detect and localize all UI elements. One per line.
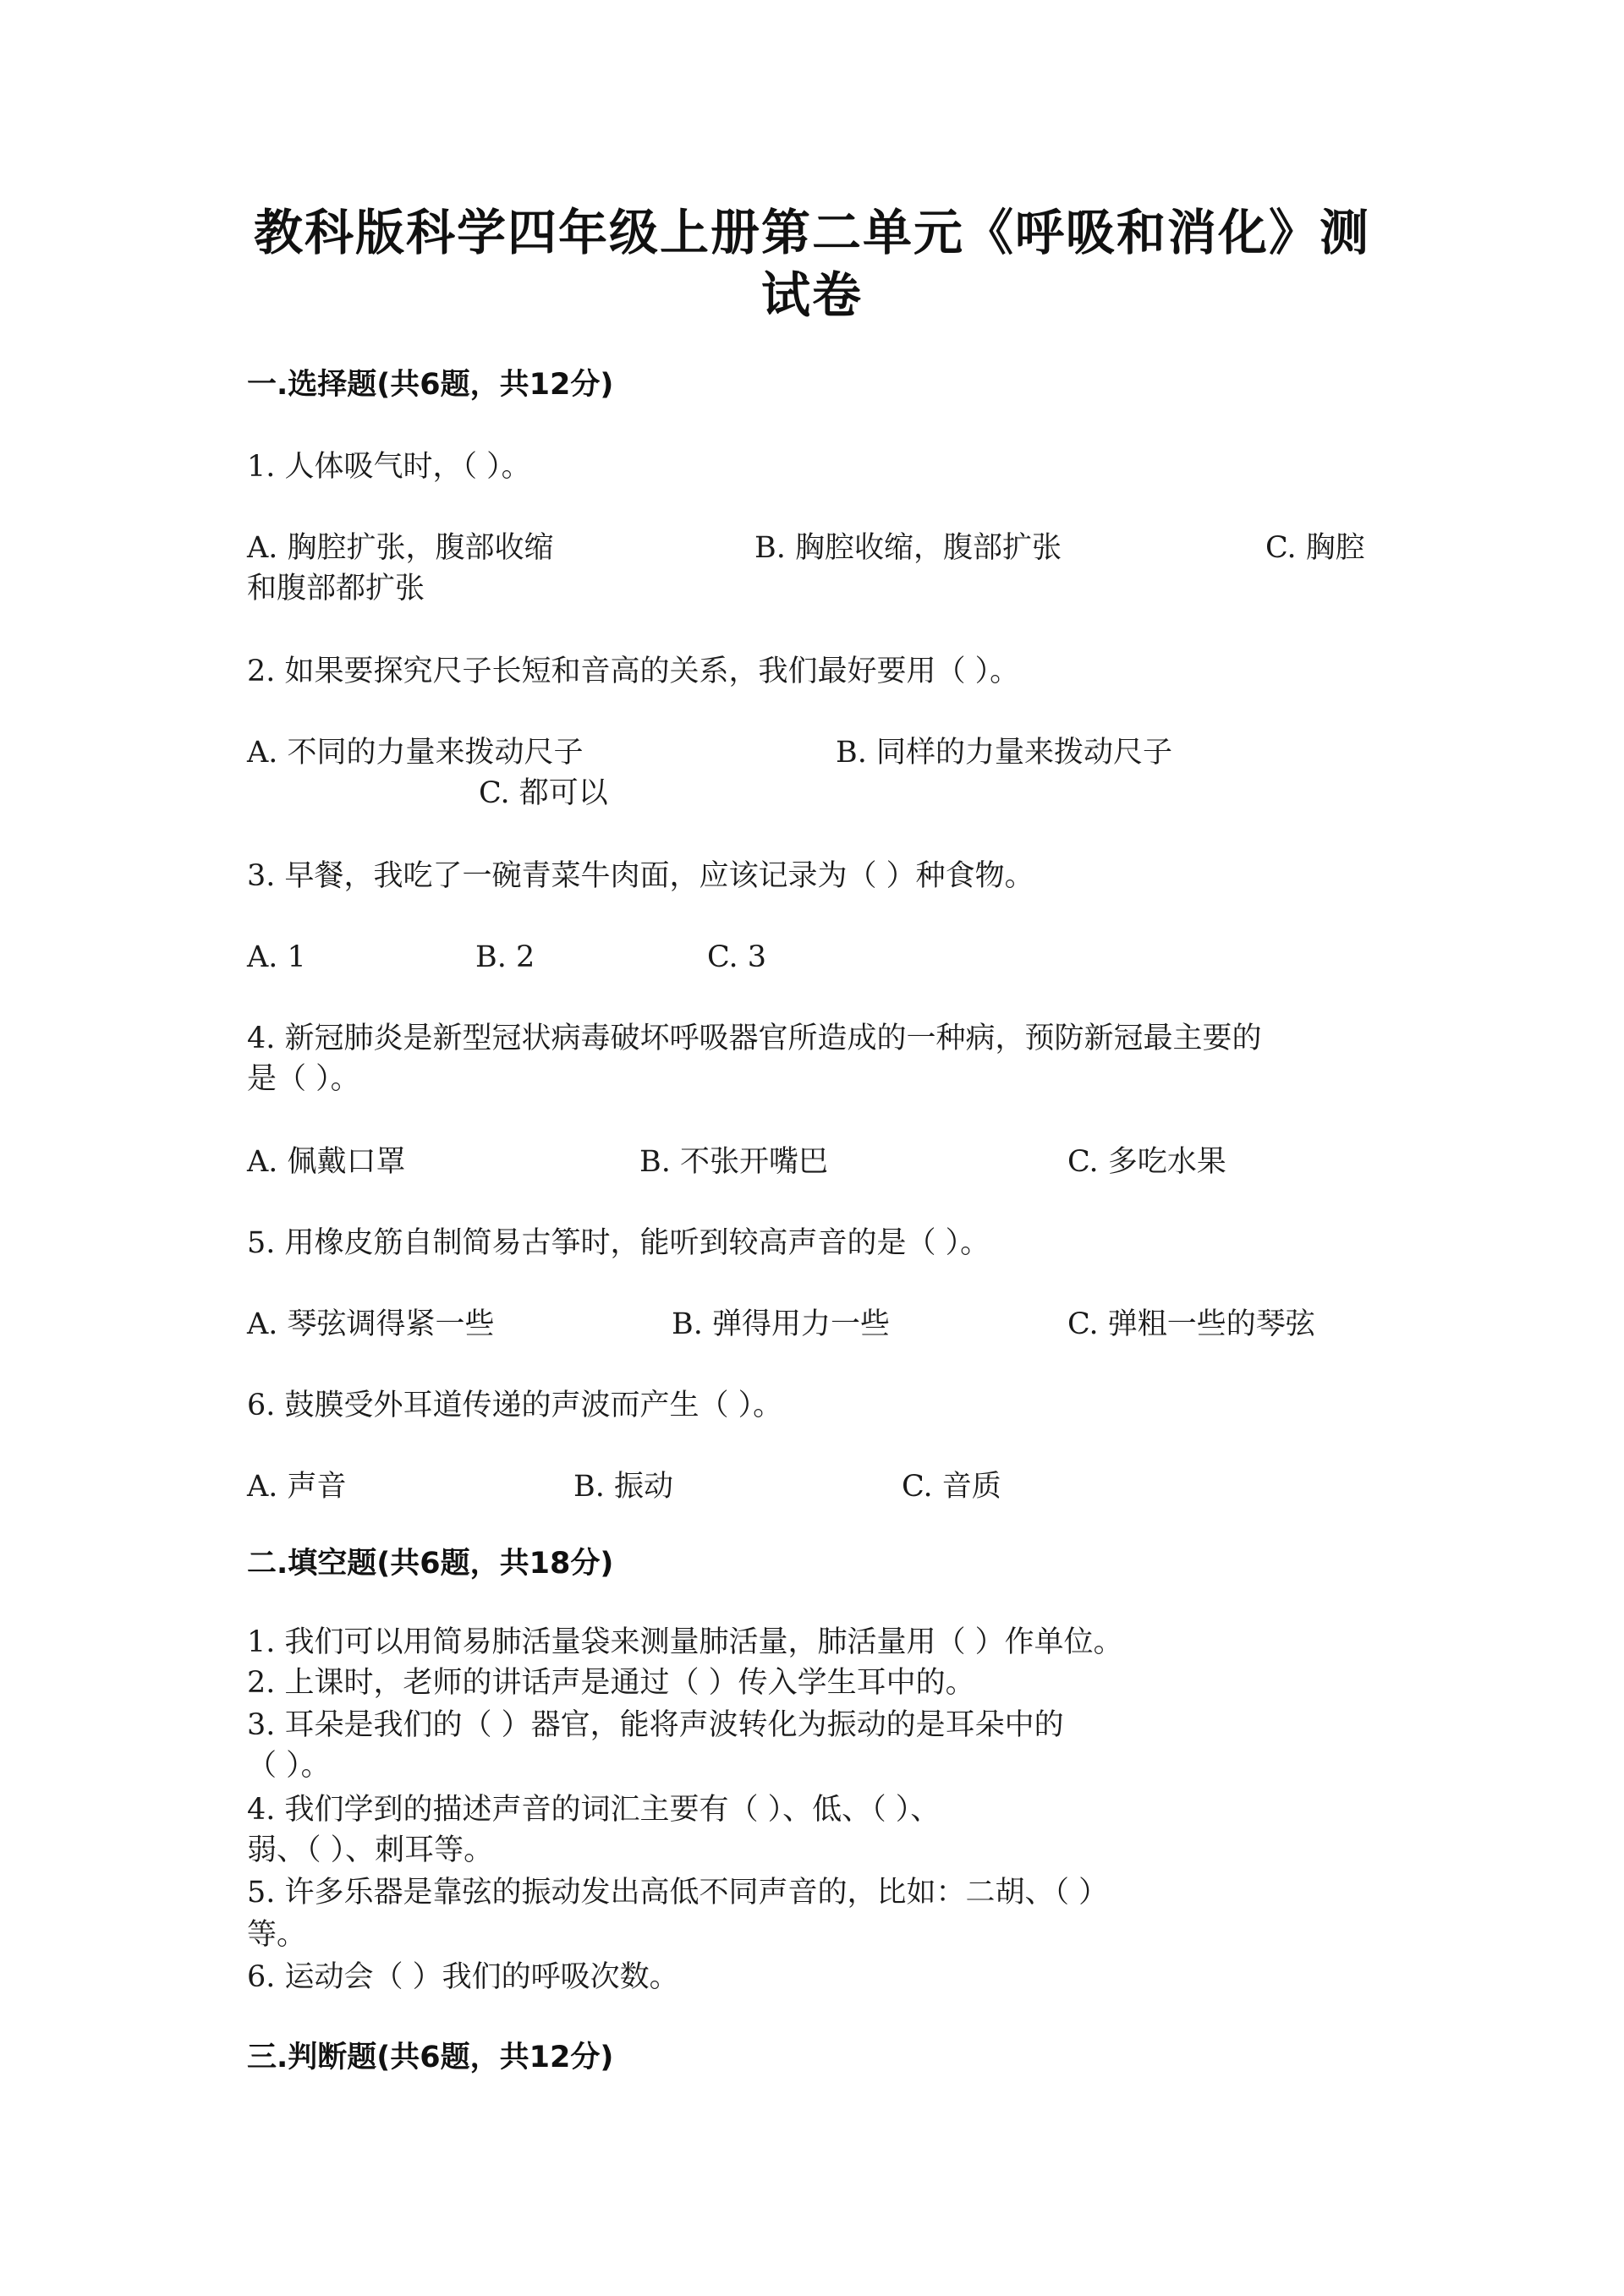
fill-line-5-cont: 等。 [247,1918,307,1952]
question-1-option-b: B. 胸腔收缩，腹部扩张 [754,531,1062,565]
question-4-stem-line-1: 4. 新冠肺炎是新型冠状病毒破坏呼吸器官所造成的一种病，预防新冠最主要的 [247,1022,1262,1055]
question-3-option-b: B. 2 [475,940,535,974]
question-1-option-c: C. 胸腔 [1265,531,1365,565]
question-1-stem: 1. 人体吸气时，（ ）。 [247,450,531,484]
fill-line-4-cont: 弱、（ ）、刺耳等。 [247,1833,494,1867]
fill-line-1: 1. 我们可以用简易肺活量袋来测量肺活量，肺活量用（ ）作单位。 [247,1625,1123,1659]
section-heading-fill: 二.填空题(共6题，共18分) [247,1547,614,1581]
question-2-stem: 2. 如果要探究尺子长短和音高的关系，我们最好要用（ ）。 [247,655,1020,688]
fill-line-6: 6. 运动会（ ）我们的呼吸次数。 [247,1960,679,1994]
fill-line-3-cont: （ ）。 [247,1749,331,1783]
section-heading-choice: 一.选择题(共6题，共12分) [247,368,614,402]
question-4-stem-line-2: 是（ ）。 [247,1062,360,1096]
question-1-option-a: A. 胸腔扩张，腹部收缩 [247,531,554,565]
question-3-option-a: A. 1 [247,940,306,974]
question-3-stem: 3. 早餐，我吃了一碗青菜牛肉面，应该记录为（ ）种食物。 [247,859,1034,893]
question-2-option-b: B. 同样的力量来拨动尺子 [836,736,1172,770]
question-6-stem: 6. 鼓膜受外耳道传递的声波而产生（ ）。 [247,1389,783,1422]
question-2-option-c: C. 都可以 [479,776,608,810]
question-4-option-c: C. 多吃水果 [1067,1145,1226,1179]
question-5-option-a: A. 琴弦调得紧一些 [247,1307,495,1341]
question-6-option-b: B. 振动 [573,1470,673,1504]
question-5-stem: 5. 用橡皮筋自制简易古筝时，能听到较高声音的是（ ）。 [247,1226,990,1260]
fill-line-5: 5. 许多乐器是靠弦的振动发出高低不同声音的，比如：二胡、（ ） [247,1876,1109,1910]
question-3-option-c: C. 3 [707,940,767,974]
question-4-option-b: B. 不张开嘴巴 [639,1145,828,1179]
section-heading-judge: 三.判断题(共6题，共12分) [247,2041,614,2074]
question-2-option-a: A. 不同的力量来拨动尺子 [247,736,584,770]
question-5-option-b: B. 弹得用力一些 [672,1307,890,1341]
question-6-option-a: A. 声音 [247,1470,347,1504]
question-5-option-c: C. 弹粗一些的琴弦 [1067,1307,1315,1341]
page-title-line-1: 教科版科学四年级上册第二单元《呼吸和消化》测 [253,204,1370,261]
fill-line-2: 2. 上课时，老师的讲话声是通过（ ）传入学生耳中的。 [247,1666,975,1700]
fill-line-4: 4. 我们学到的描述声音的词汇主要有（ ）、低、（ ）、 [247,1793,941,1827]
page-title-line-2: 试卷 [760,266,863,324]
question-6-option-c: C. 音质 [902,1470,1001,1504]
fill-line-3: 3. 耳朵是我们的（ ）器官，能将声波转化为振动的是耳朵中的 [247,1708,1064,1742]
question-4-option-a: A. 佩戴口罩 [247,1145,406,1179]
question-1-option-c-cont: 和腹部都扩张 [247,572,425,606]
